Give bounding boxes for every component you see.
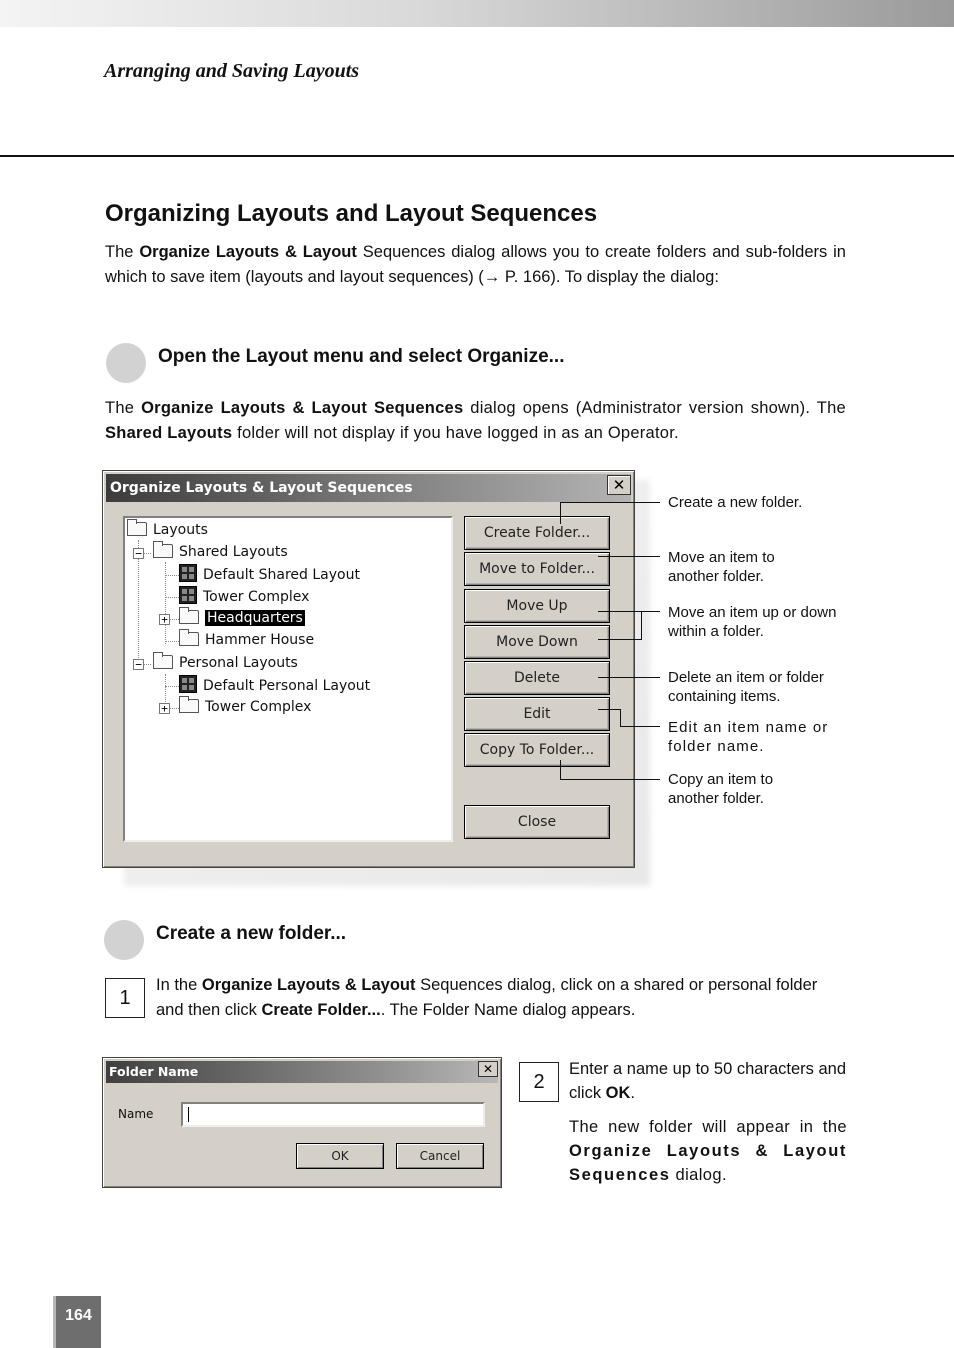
callout-line [560, 502, 561, 524]
tree-guide [170, 619, 179, 620]
edit-button[interactable]: Edit [464, 697, 610, 731]
page-number: 164 [53, 1296, 101, 1348]
step-create-heading: Create a new folder... [156, 923, 347, 944]
organize-dialog [102, 470, 635, 868]
folder-dialog-title: Folder Name [106, 1061, 498, 1083]
text-caret [188, 1107, 189, 1122]
folder-icon [179, 699, 199, 713]
tree-item-hammer-house[interactable]: Hammer House [179, 630, 314, 650]
callout-line [560, 760, 561, 780]
expand-icon[interactable]: + [159, 703, 170, 714]
layout-icon [179, 564, 197, 582]
tree-item-layouts[interactable]: Layouts [127, 520, 208, 540]
callout-line [598, 611, 642, 612]
organize-dialog-title: Organize Layouts & Layout Sequences [106, 474, 631, 502]
callout-create: Create a new folder. [668, 494, 803, 511]
folder-name-dialog [102, 1057, 502, 1188]
tree-item-shared-layouts[interactable]: Shared Layouts [153, 542, 288, 562]
move-to-folder-button[interactable]: Move to Folder... [464, 552, 610, 586]
tree-guide [143, 553, 151, 554]
callout-move: Move an item to another folder. [668, 549, 775, 585]
close-button[interactable]: Close [464, 805, 610, 839]
callout-line [598, 639, 642, 640]
callout-edit: Edit an item name or folder name. [668, 719, 829, 755]
step-2-result-text: The new folder will appear in the Organize Layouts & Layout Sequences dialog. [569, 1118, 847, 1184]
tree-guide [165, 641, 179, 642]
callout-line [641, 611, 660, 612]
intro-paragraph: The Organize Layouts & Layout Sequences dialog allows you to create folders and sub-folders in which to save item (layouts and layout sequences) (→ P. 166). To display the dialog: [105, 243, 846, 286]
callout-updown: Move an item up or down within a folder. [668, 604, 837, 640]
step-number-1: 1 [105, 978, 145, 1018]
step-number-2: 2 [519, 1062, 559, 1102]
callout-line [598, 677, 660, 678]
step-open-description: The Organize Layouts & Layout Sequences dialog opens (Administrator version shown). The Shared Layouts folder will not display if you have logged in as an Operator. [105, 399, 846, 442]
tree-item-tower-complex-personal[interactable]: Tower Complex [179, 697, 311, 717]
callout-line [560, 779, 660, 780]
folder-icon [179, 632, 199, 646]
callout-line [598, 556, 660, 557]
callout-line [620, 726, 660, 727]
tree-guide [165, 575, 179, 576]
callout-line [620, 709, 621, 726]
delete-button[interactable]: Delete [464, 661, 610, 695]
ok-button[interactable]: OK [296, 1143, 384, 1169]
callout-line [641, 611, 642, 640]
step-2-text: Enter a name up to 50 characters and click OK. [569, 1060, 847, 1102]
callout-delete: Delete an item or folder containing items. [668, 669, 824, 705]
folder-icon [127, 522, 147, 536]
running-header: Arranging and Saving Layouts [104, 60, 360, 82]
section-title: Organizing Layouts and Layout Sequences [105, 200, 598, 227]
callout-line [560, 502, 660, 503]
collapse-icon[interactable]: − [133, 548, 144, 559]
callout-copy: Copy an item to another folder. [668, 771, 774, 807]
cancel-button[interactable]: Cancel [396, 1143, 484, 1169]
tree-item-personal-layouts[interactable]: Personal Layouts [153, 653, 298, 673]
tree-item-default-shared-layout[interactable]: Default Shared Layout [179, 564, 360, 584]
move-up-button[interactable]: Move Up [464, 589, 610, 623]
tree-item-default-personal-layout[interactable]: Default Personal Layout [179, 675, 370, 695]
create-folder-button[interactable]: Create Folder... [464, 516, 610, 550]
folder-icon [179, 610, 199, 624]
expand-icon[interactable]: + [159, 614, 170, 625]
step-1-text: In the Organize Layouts & Layout Sequences dialog, click on a shared or personal folder and then click Create Folder.... The Folder Name dialog appears. [156, 976, 818, 1019]
collapse-icon[interactable]: − [133, 659, 144, 670]
top-decorative-bar [0, 0, 954, 27]
tree-guide [170, 708, 179, 709]
move-down-button[interactable]: Move Down [464, 625, 610, 659]
tree-guide [165, 597, 179, 598]
copy-to-folder-button[interactable]: Copy To Folder... [464, 733, 610, 767]
name-label: Name [118, 1107, 154, 1121]
close-icon[interactable]: ✕ [478, 1061, 498, 1077]
callout-line [598, 709, 620, 710]
folder-icon [153, 544, 173, 558]
layout-icon [179, 586, 197, 604]
tree-item-tower-complex-shared[interactable]: Tower Complex [179, 586, 309, 606]
layout-tree[interactable] [123, 516, 453, 842]
step-open-heading: Open the Layout menu and select Organize... [158, 346, 565, 367]
tree-item-headquarters[interactable]: Headquarters [179, 608, 305, 628]
header-rule [0, 155, 954, 157]
step-bullet-circle [104, 920, 144, 960]
close-icon[interactable]: ✕ [607, 475, 631, 495]
step-bullet-circle [106, 343, 146, 383]
layout-icon [179, 675, 197, 693]
folder-icon [153, 655, 173, 669]
tree-guide [165, 686, 179, 687]
tree-guide [143, 664, 151, 665]
folder-name-input[interactable] [181, 1102, 485, 1127]
